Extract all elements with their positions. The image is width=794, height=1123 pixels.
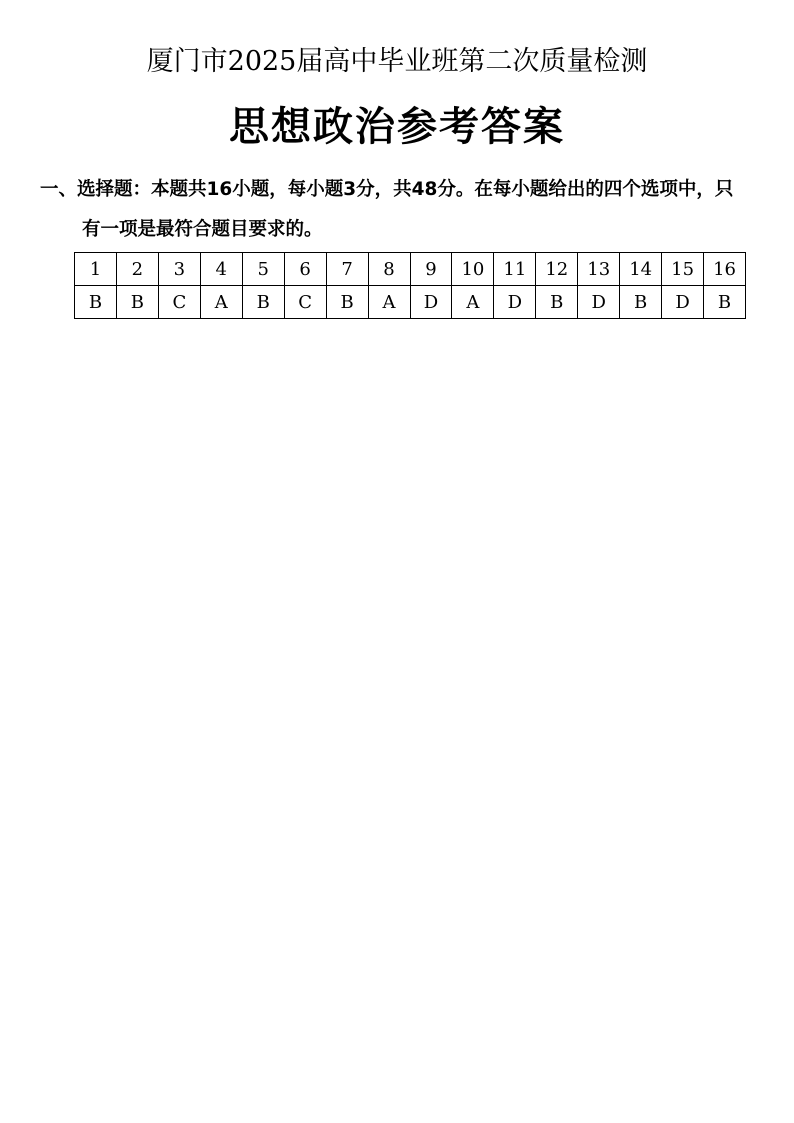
- answer-cell: B: [116, 286, 158, 319]
- answer-cell: C: [158, 286, 200, 319]
- answer-cell: A: [452, 286, 494, 319]
- answer-table: [74, 252, 746, 319]
- answer-cell: B: [326, 286, 368, 319]
- question-number-cell: 3: [158, 253, 200, 286]
- question-number-cell: 7: [326, 253, 368, 286]
- question-number-cell: 5: [242, 253, 284, 286]
- answer-cell: A: [200, 286, 242, 319]
- answer-cell: C: [284, 286, 326, 319]
- answer-cell: D: [578, 286, 620, 319]
- question-number-cell: 16: [704, 253, 746, 286]
- answer-cell: B: [75, 286, 117, 319]
- answer-row: [75, 286, 746, 319]
- question-number-cell: 9: [410, 253, 452, 286]
- question-number-cell: 2: [116, 253, 158, 286]
- question-number-cell: 13: [578, 253, 620, 286]
- answer-cell: B: [536, 286, 578, 319]
- section-heading-line2: 有一项是最符合题目要求的。: [82, 219, 323, 240]
- answer-cell: D: [494, 286, 536, 319]
- answer-cell: B: [620, 286, 662, 319]
- question-number-cell: 1: [75, 253, 117, 286]
- answer-cell: A: [368, 286, 410, 319]
- question-number-cell: 8: [368, 253, 410, 286]
- question-number-cell: 6: [284, 253, 326, 286]
- section-heading-line1: 一、选择题：本题共16小题，每小题3分，共48分。在每小题给出的四个选项中，只: [40, 179, 734, 200]
- answer-cell: D: [662, 286, 704, 319]
- question-number-cell: 10: [452, 253, 494, 286]
- question-number-cell: 12: [536, 253, 578, 286]
- exam-title: 厦门市2025届高中毕业班第二次质量检测: [146, 46, 648, 77]
- answer-cell: D: [410, 286, 452, 319]
- answer-cell: B: [242, 286, 284, 319]
- answer-cell: B: [704, 286, 746, 319]
- section-heading: [40, 170, 780, 250]
- answer-title: 思想政治参考答案: [229, 104, 565, 150]
- question-number-row: [75, 253, 746, 286]
- question-number-cell: 4: [200, 253, 242, 286]
- question-number-cell: 14: [620, 253, 662, 286]
- question-number-cell: 11: [494, 253, 536, 286]
- question-number-cell: 15: [662, 253, 704, 286]
